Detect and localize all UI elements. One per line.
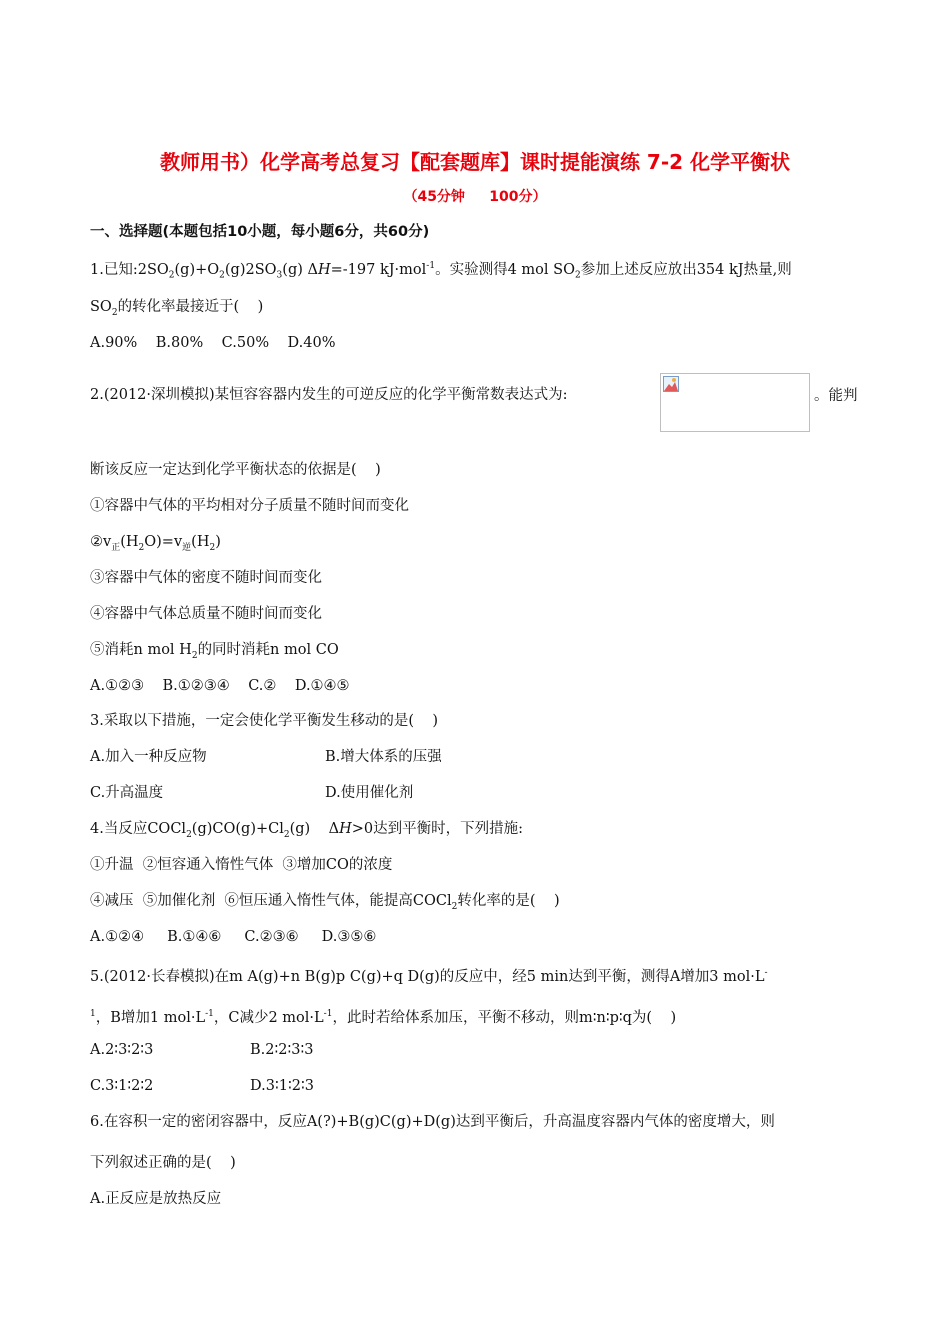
q2-item-5: ⑤消耗n mol $H_2$的同时消耗n mol CO	[90, 642, 339, 661]
q4-options: A.①②④ B.①④⑥ C.②③⑥ D.③⑤⑥	[90, 929, 377, 945]
q2-stem-line2: 断该反应一定达到化学平衡状态的依据是( )	[90, 462, 381, 478]
q4-measures-2: ④减压 ⑤加催化剂 ⑥恒压通入惰性气体，能提高COCl$_2$转化率的是( )	[90, 893, 560, 912]
q1-options: A.90% B.80% C.50% D.40%	[90, 335, 336, 351]
page-subtitle: （45分钟 100分）	[403, 189, 547, 205]
q2-item-1: ①容器中气体的平均相对分子质量不随时间而变化	[90, 498, 409, 514]
equilibrium-expression-image	[660, 373, 810, 432]
q3-option-a: A.加入一种反应物	[90, 749, 207, 765]
q6-option-a: A.正反应是放热反应	[90, 1191, 222, 1207]
q1-stem-line2: $SO_2$的转化率最接近于( )	[90, 299, 264, 318]
q2-item-2: $②v_正(H_2O)=v_逆(H_2)$	[90, 534, 221, 553]
q2-stem: 2.(2012·深圳模拟)某恒容容器内发生的可逆反应的化学平衡常数表达式为:	[90, 387, 568, 403]
q5-stem-line2: $^1$，B增加1 $mol\cdot L^{-1}$，C减少2 $mol\cdot L^{-1}$，此时若给体系加压，平衡不移动，则m∶n∶p∶q为( )	[90, 1009, 677, 1026]
q6-stem-line2: 下列叙述正确的是( )	[90, 1155, 236, 1171]
q5-stem: 5.(2012·长春模拟)在m A(g)+n B(g)p C(g)+q D(g)的反应中，经5 min达到平衡，测得A增加3 mol·L-	[90, 968, 768, 985]
q3-option-d: D.使用催化剂	[325, 785, 414, 801]
q4-stem: 4.当反应$COCl_2(g)CO(g)+Cl_2(g)$ ΔH>0达到平衡时，下列措施:	[90, 821, 524, 840]
q3-stem: 3.采取以下措施，一定会使化学平衡发生移动的是( )	[90, 713, 439, 729]
q4-measures-1: ①升温 ②恒容通入惰性气体 ③增加CO的浓度	[90, 857, 393, 873]
q2-stem-tail: 。能判	[814, 388, 858, 404]
q2-item-4: ④容器中气体总质量不随时间而变化	[90, 606, 322, 622]
q6-stem: 6.在容积一定的密闭容器中，反应A(?)+B(g)C(g)+D(g)达到平衡后，升高温度容器内气体的密度增大，则	[90, 1114, 775, 1130]
broken-image-icon	[663, 376, 679, 392]
q2-item-3: ③容器中气体的密度不随时间而变化	[90, 570, 322, 586]
q5-option-c: C.3∶1∶2∶2	[90, 1078, 154, 1094]
q5-option-b: B.2∶2∶3∶3	[250, 1042, 314, 1058]
section-heading: 一、选择题(本题包括10小题，每小题6分，共60分)	[90, 224, 430, 240]
q1-stem: 1.已知$:2SO_2(g)+O_2(g)2SO_3(g)$ ΔH=-197 kJ·mol$^{-1}$。实验测得4 mol $SO_2$参加上述反应放出354 kJ热量,则	[90, 261, 792, 281]
q2-options: A.①②③ B.①②③④ C.② D.①④⑤	[90, 678, 350, 694]
q5-option-d: D.3∶1∶2∶3	[250, 1078, 314, 1094]
q3-option-c: C.升高温度	[90, 785, 164, 801]
q5-option-a: A.2∶3∶2∶3	[90, 1042, 154, 1058]
page-title: 教师用书）化学高考总复习【配套题库】课时提能演练 7-2 化学平衡状	[159, 150, 791, 174]
q3-option-b: B.增大体系的压强	[325, 749, 442, 765]
